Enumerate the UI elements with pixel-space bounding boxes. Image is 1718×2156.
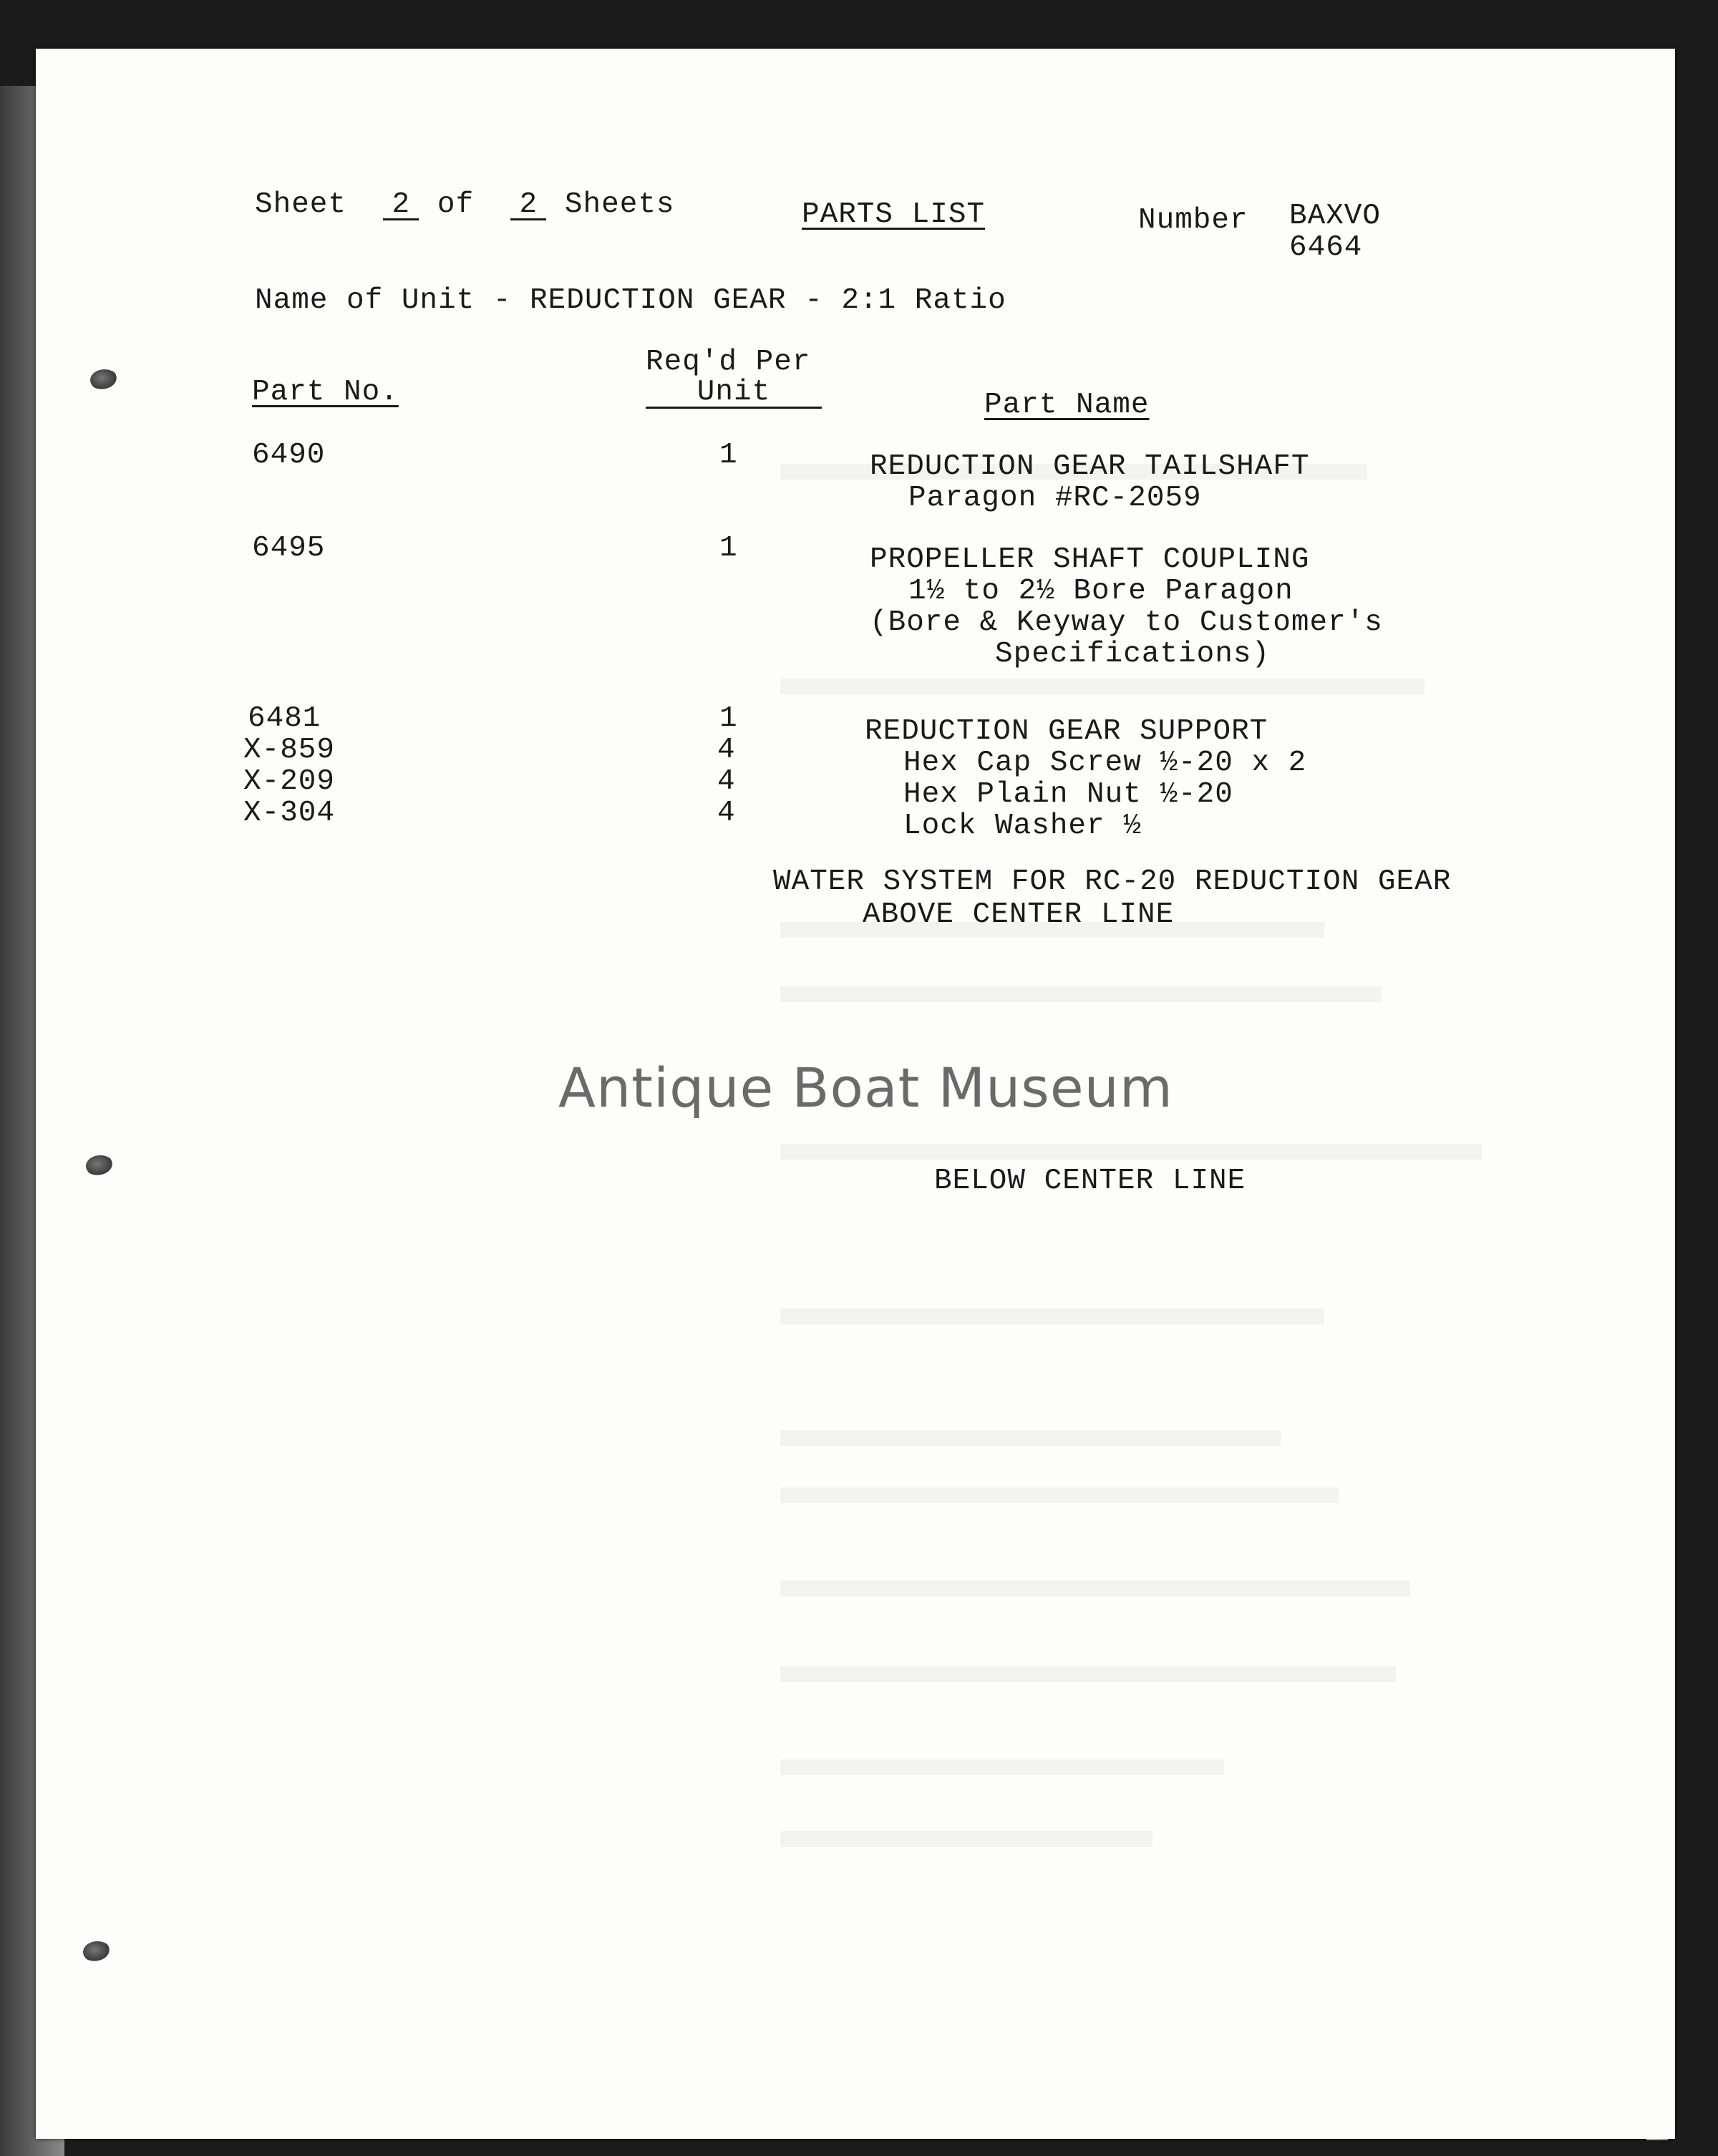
bleed-through xyxy=(780,1487,1339,1503)
sheets-label: Sheets xyxy=(564,188,675,221)
sheet-total: 2 xyxy=(510,191,546,220)
part-number: 6481 xyxy=(248,702,321,735)
number-label: Number xyxy=(1138,204,1248,237)
part-number: X-209 xyxy=(243,765,336,798)
quantity: 4 xyxy=(717,765,736,798)
quantity: 1 xyxy=(719,439,738,472)
bleed-through xyxy=(780,1831,1152,1847)
bleed-through xyxy=(780,679,1425,694)
unit-name: Name of Unit - REDUCTION GEAR - 2:1 Ratio xyxy=(255,284,1006,317)
punch-hole-middle xyxy=(86,1155,115,1177)
document-number-line1: BAXVO xyxy=(1289,200,1382,233)
section-heading-above-center: ABOVE CENTER LINE xyxy=(863,898,1175,931)
punch-hole-top xyxy=(90,369,119,391)
part-name-detail: Paragon #RC-2059 xyxy=(908,482,1202,515)
of-label: of xyxy=(437,188,475,221)
column-header-reqd-line1: Req'd Per xyxy=(646,346,811,379)
column-header-part-no: Part No. xyxy=(252,376,399,409)
bleed-through xyxy=(780,986,1382,1002)
quantity: 1 xyxy=(719,532,738,565)
part-name: REDUCTION GEAR TAILSHAFT xyxy=(870,450,1310,483)
part-name: PROPELLER SHAFT COUPLING xyxy=(870,543,1310,576)
part-number: X-304 xyxy=(243,797,336,830)
part-name-detail: Specifications) xyxy=(995,638,1271,671)
punch-hole-bottom xyxy=(83,1941,112,1963)
part-name-detail: 1½ to 2½ Bore Paragon xyxy=(908,575,1294,608)
bleed-through xyxy=(780,1144,1482,1160)
part-name: Hex Cap Screw ½-20 x 2 xyxy=(903,747,1307,780)
column-header-reqd-line2: Unit xyxy=(646,378,822,409)
sheet-indicator xyxy=(255,189,675,220)
part-name: REDUCTION GEAR SUPPORT xyxy=(865,715,1268,748)
part-name-detail: (Bore & Keyway to Customer's xyxy=(870,606,1383,639)
section-heading-below-center: BELOW CENTER LINE xyxy=(934,1165,1246,1198)
part-number: 6490 xyxy=(252,439,326,472)
quantity: 1 xyxy=(719,702,738,735)
bleed-through xyxy=(780,1580,1410,1596)
section-heading-water-system: WATER SYSTEM FOR RC-20 REDUCTION GEAR xyxy=(773,865,1452,898)
quantity: 4 xyxy=(717,797,736,830)
bleed-through xyxy=(780,1430,1281,1446)
part-number: X-859 xyxy=(243,734,336,767)
bleed-through xyxy=(780,1759,1224,1775)
sheet-label: Sheet xyxy=(255,188,347,221)
part-name: Hex Plain Nut ½-20 xyxy=(903,778,1233,811)
part-number: 6495 xyxy=(252,532,326,565)
quantity: 4 xyxy=(717,734,736,767)
part-name: Lock Washer ½ xyxy=(903,810,1142,843)
bleed-through xyxy=(780,1308,1324,1324)
document-number-line2: 6464 xyxy=(1289,231,1363,264)
document-title: PARTS LIST xyxy=(802,198,986,231)
bleed-through xyxy=(780,1666,1396,1682)
museum-watermark: Antique Boat Museum xyxy=(558,1056,1173,1120)
column-header-part-name: Part Name xyxy=(984,389,1150,422)
sheet-number: 2 xyxy=(383,191,419,220)
